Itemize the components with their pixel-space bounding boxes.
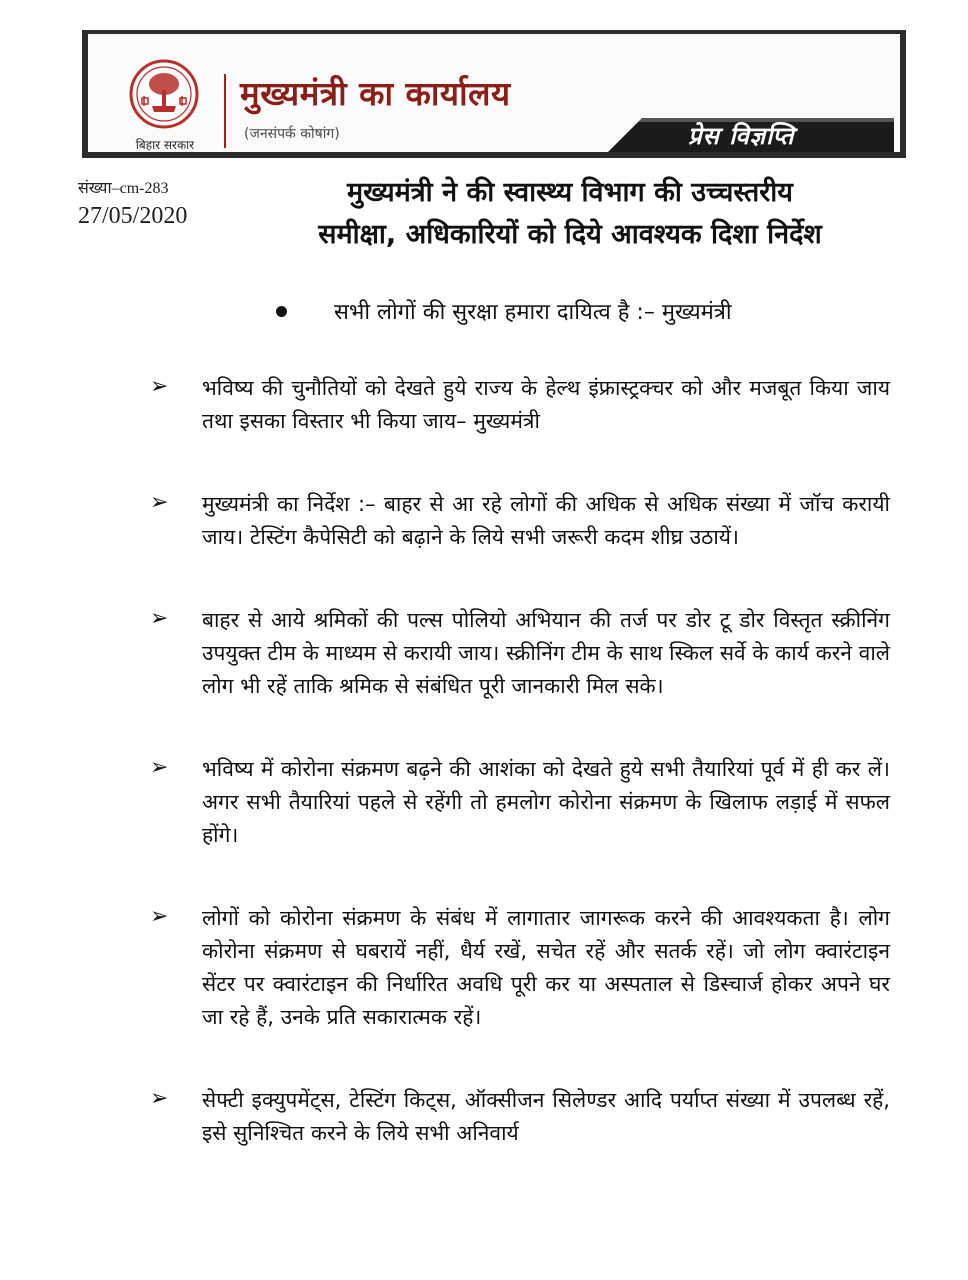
list-item-text: मुख्यमंत्री का निर्देश :– बाहर से आ रहे लोगों की अधिक से अधिक संख्या में जॉच करायी जाय। टेस्टिंग कैपेसिटी को बढ़ाने के लिये सभी जरूरी कदम शीघ्र उठायें। [202,492,890,549]
arrow-bullet-icon: ➢ [150,904,169,929]
list-item [150,372,890,438]
press-release-banner [608,116,894,152]
list-item [150,753,890,852]
list-item-text: भविष्य में कोरोना संक्रमण बढ़ने की आशंका को देखते हुये सभी तैयारियां पूर्व में ही कर लें। अगर सभी तैयारियां पहले से रहेंगी तो हमलोग कोरोना संक्रमण के खिलाफ लड़ाई में सफल होंगे। [202,757,890,847]
subheadline-text: सभी लोगों की सुरक्षा हमारा दायित्व है :– मुख्यमंत्री [334,300,732,325]
arrow-bullet-icon: ➢ [150,1086,169,1111]
headline-line-2: समीक्षा, अधिकारियों को दिये आवश्यक दिशा निर्देश [318,219,822,250]
press-release-label: प्रेस विज्ञप्ति [688,122,795,150]
list-item-text: भविष्य की चुनौतियों को देखते हुये राज्य के हेल्थ इंफ्रास्ट्रक्चर को और मजबूत किया जाय तथा इसका विस्तार भी किया जाय– मुख्यमंत्री [202,376,890,433]
list-item [150,1084,890,1150]
list-item [150,902,890,1034]
list-item-text: सेफ्टी इक्युपमेंट्स, टेस्टिंग किट्स, ऑक्सीजन सिलेण्डर आदि पर्याप्त संख्या में उपलब्ध रहें, इसे सुनिश्चित करने के लिये सभी अनिवार्य [202,1088,890,1145]
list-item-text: बाहर से आये श्रमिकों की पल्स पोलियो अभियान की तर्ज पर डोर टू डोर विस्तृत स्क्रीनिंग उपयुक्त टीम के माध्यम से करायी जाय। स्क्रीनिंग टीम के साथ स्किल सर्वे के कार्य करने वाले लोग भी रहें ताकि श्रमिक से संबंधित पूरी जानकारी मिल सके। [202,608,890,698]
list-item [150,604,890,703]
bullet-dot-icon [276,306,287,317]
letterhead [82,30,906,158]
arrow-bullet-icon: ➢ [150,490,169,515]
headline-line-1: मुख्यमंत्री ने की स्वास्थ्य विभाग की उच्चस्तरीय [347,177,793,208]
arrow-bullet-icon: ➢ [150,606,169,631]
list-item [150,488,890,554]
release-date: 27/05/2020 [78,203,188,229]
office-subtitle: (जनसंपर्क कोषांग) [244,126,340,142]
list-item-text: लोगों को कोरोना संक्रमण के संबंध में लागातार जागरूक करने की आवश्यकता है। लोग कोरोना संक्रमण से घबरायें नहीं, धैर्य रखें, सचेत रहें और सतर्क रहें। जो लोग क्वारंटाइन सेंटर पर क्वारंटाइन की निर्धारित अवधि पूरी कर या अस्पताल से डिस्चार्ज होकर अपने घर जा रहे हैं, उनके प्रति सकारात्मक रहें। [202,906,890,1029]
reference-number: संख्या–cm-283 [78,180,169,197]
headline [240,172,900,256]
arrow-bullet-icon: ➢ [150,374,169,399]
office-title: मुख्यमंत्री का कार्यालय [240,74,511,113]
bihar-government-emblem [128,56,200,136]
directive-list [150,372,890,1200]
letterhead-divider [224,74,226,148]
emblem-caption: बिहार सरकार [135,138,195,152]
arrow-bullet-icon: ➢ [150,755,169,780]
